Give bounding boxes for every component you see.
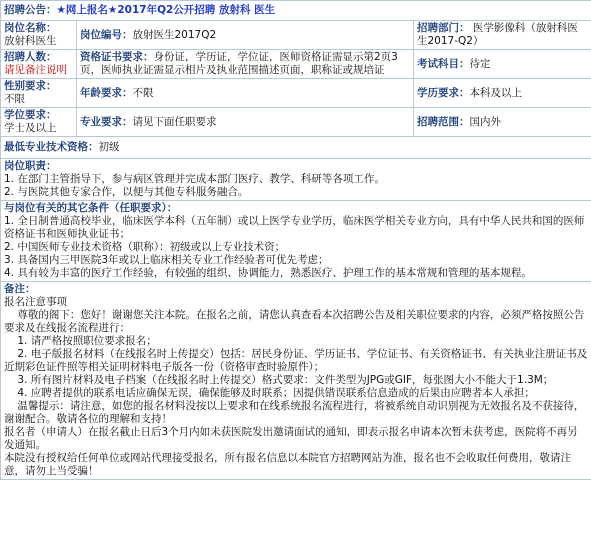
conditions-row: [1, 201, 591, 282]
level-cell: [1, 137, 591, 159]
cert-cell: [77, 50, 414, 79]
edu-label: 学历要求：: [417, 86, 470, 99]
gender-cell: [1, 79, 77, 108]
duty-item: 1. 在部门主管指导下，参与病区管理并完成本部门医疗、教学、科研等各项工作。: [4, 173, 385, 185]
scope-value: 国内外: [469, 115, 501, 128]
dept-label: 招聘部门：: [417, 22, 470, 34]
remarks-cell: [1, 282, 591, 480]
position-code-cell: [77, 21, 414, 50]
degree-label: 学位要求：: [4, 109, 57, 121]
header-label: 招聘公告：: [4, 4, 57, 16]
degree-cell: [1, 108, 77, 137]
remarks-line: 本院没有授权给任何单位或网站代理接受报名，所有报名信息以本院官方招聘网站为准，报名也不会收取任何费用，敬请注意，请勿上当受骗！: [4, 452, 571, 477]
major-label: 专业要求：: [80, 115, 133, 128]
notice-link[interactable]: 网上报名: [65, 4, 108, 16]
header-row: [1, 1, 591, 21]
degree-row: [1, 108, 591, 137]
condition-item: 3. 具备国内三甲医院3年或以上临床相关专业工作经验者可优先考虑；: [4, 254, 329, 266]
level-row: [1, 137, 591, 159]
remarks-line: 2. 电子版报名材料（在线报名时上传提交）包括：居民身份证、学历证书、学位证书、有关资格证书、有关执业注册证书及近期彩色证件照等相关证明材料电子版各一份（资格审查时验原件）；: [4, 348, 588, 373]
remarks-line: 报名者（申请人）在报名截止日后3个月内如未获医院发出邀请面试的通知，即表示报名申请本次暂未获考虑，医院将不再另发通知。: [4, 426, 578, 451]
age-cell: [77, 79, 414, 108]
star-icon: ★: [56, 4, 66, 16]
remarks-line: 1. 请严格按照职位要求报名；: [4, 335, 157, 347]
age-value: 不限: [132, 86, 154, 99]
gender-value: 不限: [4, 93, 25, 105]
position-code-value: 放射医生2017Q2: [132, 28, 217, 41]
conditions-cell: [1, 201, 591, 282]
star-icon: ★: [107, 4, 118, 16]
exam-value: 待定: [469, 57, 491, 70]
position-code-label: 岗位编号：: [80, 28, 133, 41]
notice-title[interactable]: 2017年Q2公开招聘 放射科 医生: [117, 4, 276, 16]
remarks-line: 报名注意事项: [4, 296, 67, 308]
major-cell: [77, 108, 414, 137]
edu-value: 本科及以上: [469, 86, 522, 99]
position-name-value: 放射科医生: [4, 35, 57, 47]
remarks-title: 备注：: [4, 283, 36, 295]
position-row: [1, 21, 591, 50]
duties-title: 岗位职责：: [4, 160, 57, 172]
age-label: 年龄要求：: [80, 86, 133, 99]
condition-item: 2. 中国医师专业技术资格（职称）：初级或以上专业技术资；: [4, 241, 286, 253]
remarks-line: 3. 所有图片材料及电子档案（在线报名时上传提交）格式要求：文件类型为JPG或GIF，每张图大小不能大于1.3M；: [4, 374, 554, 386]
exam-label: 考试科目：: [417, 57, 470, 70]
condition-item: 1. 全日制普通高校毕业，临床医学本科（五年制）或以上医学专业学历，临床医学相关专业方向，具有中华人民共和国的医师资格证书和医师执业证书；: [4, 215, 585, 240]
duties-cell: [1, 159, 591, 201]
dept-cell: [414, 21, 591, 50]
gender-row: [1, 79, 591, 108]
remarks-line: 尊敬的阁下：您好！谢谢您关注本院。在报名之前，请您认真查看本次招聘公告及相关职位要求的内容，必须严格按照公告要求及在线报名流程进行：: [4, 309, 585, 334]
major-value: 请见下面任职要求: [132, 115, 217, 128]
conditions-title: 与岗位有关的其它条件（任职要求）：: [4, 202, 178, 214]
remarks-row: [1, 282, 591, 480]
duties-row: [1, 159, 591, 201]
degree-value: 学士及以上: [4, 122, 57, 134]
remarks-line: 4. 应聘者提供的联系电话应确保无误，确保能够及时联系；因提供错误联系信息造成的后果由应聘者本人承担；: [4, 387, 535, 399]
position-name-cell: [1, 21, 77, 50]
gender-label: 性别要求：: [4, 80, 57, 92]
remarks-line: 温馨提示：请注意，如您的报名材料没按以上要求和在线系统报名流程进行，将被系统自动识别视为无效报名及不获接待，谢谢配合。敬请各位的理解和支持！: [4, 400, 585, 425]
scope-cell: [414, 108, 591, 137]
dept-value: 医学影像科（放射科医生2017-Q2）: [417, 22, 578, 47]
count-value: 请见备注说明: [4, 64, 67, 76]
count-label: 招聘人数：: [4, 51, 57, 63]
count-cell: [1, 50, 77, 79]
exam-cell: [414, 50, 591, 79]
level-label: 最低专业技术资格：: [4, 141, 99, 153]
level-value: 初级: [98, 141, 120, 153]
count-row: [1, 50, 591, 79]
position-name-label: 岗位名称：: [4, 22, 57, 34]
cert-value: 身份证，学历证，学位证，医师资格证需显示第2页3页，医师执业证需显示相片及执业范围描述页面，职称证或规培证: [80, 51, 398, 76]
scope-label: 招聘范围：: [417, 115, 470, 128]
edu-cell: [414, 79, 591, 108]
duty-item: 2. 与医院其他专家合作，以便与其他专科服务融合。: [4, 186, 249, 198]
header-cell: [1, 1, 591, 21]
cert-label: 资格证书要求：: [80, 51, 154, 63]
condition-item: 4. 具有较为丰富的医疗工作经验，有较强的组织、协调能力，熟悉医疗、护理工作的基本常规和管理的基本规程。: [4, 267, 532, 279]
